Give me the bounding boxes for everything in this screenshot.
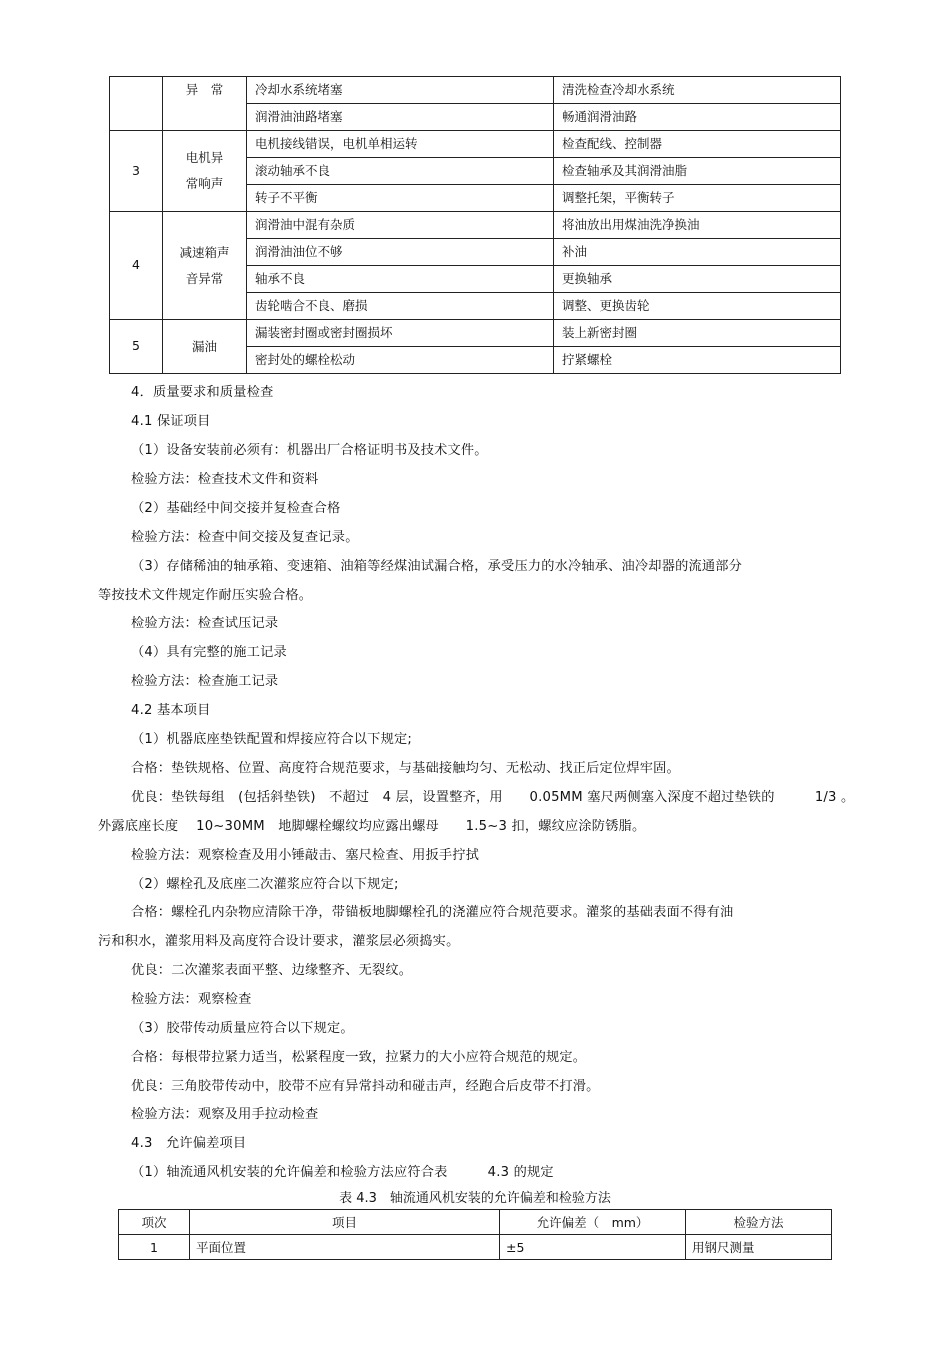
paragraph: 检验方法：检查中间交接及复查记录。 [131, 530, 359, 545]
fault-no-cell: 4 [110, 212, 163, 320]
paragraph: （2）基础经中间交接并复检查合格 [131, 501, 341, 516]
subsection-heading: 4.2 基本项目 [131, 703, 211, 718]
paragraph: 优良：二次灌浆表面平整、边缘整齐、无裂纹。 [131, 963, 413, 978]
remedy-cell: 调整托架，平衡转子 [554, 185, 841, 212]
deviation-table [118, 1209, 832, 1260]
cause-cell: 齿轮啮合不良、磨损 [247, 293, 554, 320]
paragraph: 检验方法：观察检查 [131, 992, 252, 1007]
remedy-cell: 装上新密封圈 [554, 320, 841, 347]
fault-name-cell: 电机异常响声 [163, 131, 247, 212]
fault-name-cell: 漏油 [163, 320, 247, 374]
paragraph: （3）存储稀油的轴承箱、变速箱、油箱等经煤油试漏合格，承受压力的水冷轴承、油冷却器的流通部分 [131, 559, 743, 574]
cause-cell: 电机接线错误，电机单相运转 [247, 131, 554, 158]
remedy-cell: 检查轴承及其润滑油脂 [554, 158, 841, 185]
table-row [110, 320, 841, 347]
remedy-cell: 畅通润滑油路 [554, 104, 841, 131]
cause-cell: 润滑油中混有杂质 [247, 212, 554, 239]
remedy-cell: 补油 [554, 239, 841, 266]
table-row [110, 77, 841, 104]
paragraph: 检验方法：观察检查及用小锤敲击、塞尺检查、用扳手拧拭 [131, 848, 480, 863]
cause-cell: 漏装密封圈或密封圈损坏 [247, 320, 554, 347]
cause-cell: 轴承不良 [247, 266, 554, 293]
paragraph: 外露底座长度 10~30MM 地脚螺栓螺纹均应露出螺母 1.5~3 扣，螺纹应涂防锈脂。 [98, 819, 646, 834]
paragraph: 合格：垫铁规格、位置、高度符合规范要求，与基础接触均匀、无松动、找正后定位焊牢固。 [131, 761, 680, 776]
paragraph: 优良：垫铁每组 (包括斜垫铁) 不超过 4 层，设置整齐，用 0.05MM 塞尺两侧塞入深度不超过垫铁的 1/3 。 [131, 790, 855, 805]
table-cell: ±5 [500, 1235, 686, 1260]
paragraph: （1）机器底座垫铁配置和焊接应符合以下规定; [131, 732, 412, 747]
paragraph: 等按技术文件规定作耐压实验合格。 [98, 588, 313, 603]
cause-cell: 冷却水系统堵塞 [247, 77, 554, 104]
table-header-row [119, 1210, 832, 1235]
paragraph: （1）设备安装前必须有：机器出厂合格证明书及技术文件。 [131, 443, 488, 458]
remedy-cell: 拧紧螺栓 [554, 347, 841, 374]
fault-no-cell: 5 [110, 320, 163, 374]
subsection-heading: 4.1 保证项目 [131, 414, 211, 429]
table-row [110, 212, 841, 239]
paragraph: 检验方法：检查技术文件和资料 [131, 472, 319, 487]
table-cell: 平面位置 [190, 1235, 500, 1260]
remedy-cell: 检查配线、控制器 [554, 131, 841, 158]
cause-cell: 密封处的螺栓松动 [247, 347, 554, 374]
remedy-cell: 调整、更换齿轮 [554, 293, 841, 320]
cause-cell: 滚动轴承不良 [247, 158, 554, 185]
table-row [119, 1235, 832, 1260]
fault-no-cell [110, 77, 163, 131]
cause-cell: 转子不平衡 [247, 185, 554, 212]
header-cell: 检验方法 [686, 1210, 832, 1235]
subsection-heading: 4.3 允许偏差项目 [131, 1136, 247, 1151]
table-row [110, 131, 841, 158]
paragraph: 优良：三角胶带传动中，胶带不应有异常抖动和碰击声，经跑合后皮带不打滑。 [131, 1079, 600, 1094]
paragraph: （2）螺栓孔及底座二次灌浆应符合以下规定; [131, 877, 399, 892]
remedy-cell: 清洗检查冷却水系统 [554, 77, 841, 104]
paragraph: （4）具有完整的施工记录 [131, 645, 287, 660]
fault-name-cell: 异 常 [163, 77, 247, 131]
paragraph: 合格：每根带拉紧力适当，松紧程度一致，拉紧力的大小应符合规范的规定。 [131, 1050, 587, 1065]
fault-name-cell: 减速箱声音异常 [163, 212, 247, 320]
paragraph: 检验方法：检查施工记录 [131, 674, 279, 689]
header-cell: 项目 [190, 1210, 500, 1235]
table-caption: 表 4.3 轴流通风机安装的允许偏差和检验方法 [339, 1191, 611, 1206]
fault-table [109, 76, 841, 374]
paragraph: 检验方法：观察及用手拉动检查 [131, 1107, 319, 1122]
paragraph: 检验方法：检查试压记录 [131, 616, 279, 631]
table-cell: 用钢尺测量 [686, 1235, 832, 1260]
remedy-cell: 更换轴承 [554, 266, 841, 293]
paragraph: （3）胶带传动质量应符合以下规定。 [131, 1021, 354, 1036]
fault-no-cell: 3 [110, 131, 163, 212]
paragraph: （1）轴流通风机安装的允许偏差和检验方法应符合表 4.3 的规定 [131, 1165, 554, 1180]
cause-cell: 润滑油油路堵塞 [247, 104, 554, 131]
paragraph: 污和积水，灌浆用料及高度符合设计要求，灌浆层必须捣实。 [98, 934, 460, 949]
paragraph: 合格：螺栓孔内杂物应清除干净，带锚板地脚螺栓孔的浇灌应符合规范要求。灌浆的基础表面不得有油 [131, 905, 734, 920]
section-heading: 4．质量要求和质量检查 [131, 385, 274, 400]
header-cell: 项次 [119, 1210, 190, 1235]
header-cell: 允许偏差（ mm） [500, 1210, 686, 1235]
cause-cell: 润滑油油位不够 [247, 239, 554, 266]
remedy-cell: 将油放出用煤油洗净换油 [554, 212, 841, 239]
table-cell: 1 [119, 1235, 190, 1260]
